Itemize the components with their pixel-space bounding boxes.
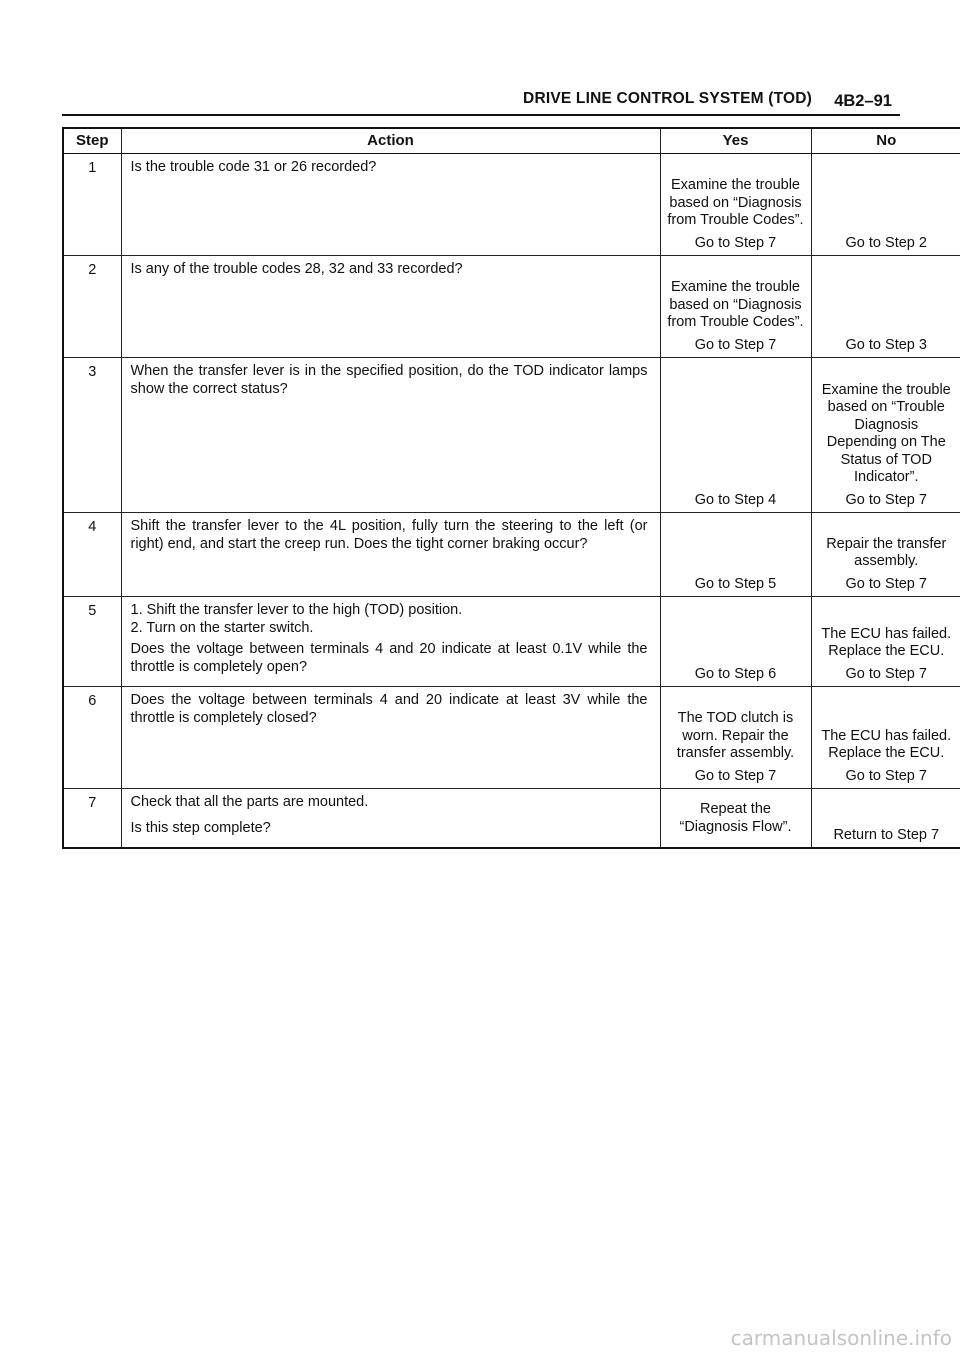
column-header-yes: Yes [660,128,811,154]
no-cell [811,513,960,597]
action-cell [121,358,660,513]
no-text: Repair the transfer assembly. [826,535,947,569]
yes-cell [660,256,811,358]
yes-text: Examine the trouble based on “Diagnosis from Trouble Codes”. [667,177,804,228]
no-goto: Go to Step 7 [845,575,927,592]
table-row [63,597,960,687]
yes-goto: Go to Step 6 [694,665,777,682]
table-header-row [63,128,960,154]
column-header-action: Action [121,128,660,154]
action-step: 1. Shift the transfer lever to the high (TOD) position. [130,602,463,618]
yes-cell [660,597,811,687]
yes-goto: Go to Step 7 [694,336,777,353]
yes-cell [660,789,811,849]
table-row [63,687,960,789]
no-cell [811,687,960,789]
action-text: Shift the transfer lever to the 4L position, fully turn the steering to the left (or right) end, and start the creep run. Does the tight corner braking occur? [130,518,648,552]
action-cell [121,597,660,687]
no-goto: Go to Step 7 [845,665,927,682]
yes-text: Repeat the “Diagnosis Flow”. [679,801,792,835]
no-goto: Go to Step 7 [845,491,927,508]
table-row [63,358,960,513]
action-cell [121,256,660,358]
step-number: 3 [63,358,121,513]
table-row [63,789,960,849]
no-text: Examine the trouble based on “Trouble Diagnosis Depending on The Status of TOD Indicator”. [821,381,951,485]
yes-goto: Go to Step 4 [694,491,777,508]
no-text: Return to Step 7 [833,826,940,843]
no-cell [811,597,960,687]
action-steps-list [131,602,648,637]
yes-cell [660,358,811,513]
step-number: 6 [63,687,121,789]
action-cell [121,154,660,256]
step-number: 1 [63,154,121,256]
page-header [62,88,900,116]
no-cell [811,789,960,849]
step-number: 7 [63,789,121,849]
yes-text: Examine the trouble based on “Diagnosis from Trouble Codes”. [667,279,804,330]
step-number: 2 [63,256,121,358]
action-cell [121,513,660,597]
no-goto: Go to Step 7 [845,767,927,784]
action-text: Is the trouble code 31 or 26 recorded? [130,159,377,175]
yes-goto: Go to Step 5 [694,575,777,592]
yes-cell [660,513,811,597]
action-text: When the transfer lever is in the specified position, do the TOD indicator lamps show the correct status? [130,363,648,397]
watermark: carmanualsonline.info [730,1326,952,1350]
yes-cell [660,154,811,256]
step-number: 5 [63,597,121,687]
action-cell [121,687,660,789]
no-goto: Go to Step 2 [845,234,927,251]
action-text: Is this step complete? [130,819,271,836]
table-row [63,513,960,597]
action-text: Check that all the parts are mounted. [130,794,369,810]
no-text: The ECU has failed. Replace the ECU. [821,625,952,659]
yes-goto: Go to Step 7 [694,234,777,251]
no-text: The ECU has failed. Replace the ECU. [821,727,952,761]
no-goto: Go to Step 3 [845,336,927,353]
step-number: 4 [63,513,121,597]
no-cell [811,154,960,256]
table-row [63,154,960,256]
action-text: Is any of the trouble codes 28, 32 and 33 recorded? [130,261,463,277]
diagnosis-table [62,127,960,849]
action-step: 2. Turn on the starter switch. [130,619,314,636]
table-row [63,256,960,358]
action-cell [121,789,660,849]
column-header-step: Step [63,128,121,154]
action-text: Does the voltage between terminals 4 and 20 indicate at least 0.1V while the throttle is completely open? [130,641,648,675]
yes-goto: Go to Step 7 [694,767,777,784]
no-cell [811,358,960,513]
no-cell [811,256,960,358]
action-text: Does the voltage between terminals 4 and 20 indicate at least 3V while the throttle is completely closed? [130,692,648,726]
section-title: DRIVE LINE CONTROL SYSTEM (TOD) [523,90,812,107]
column-header-no: No [811,128,960,154]
yes-text: The TOD clutch is worn. Repair the transfer assembly. [676,710,795,761]
yes-cell [660,687,811,789]
page-number: 4B2–91 [834,92,892,110]
